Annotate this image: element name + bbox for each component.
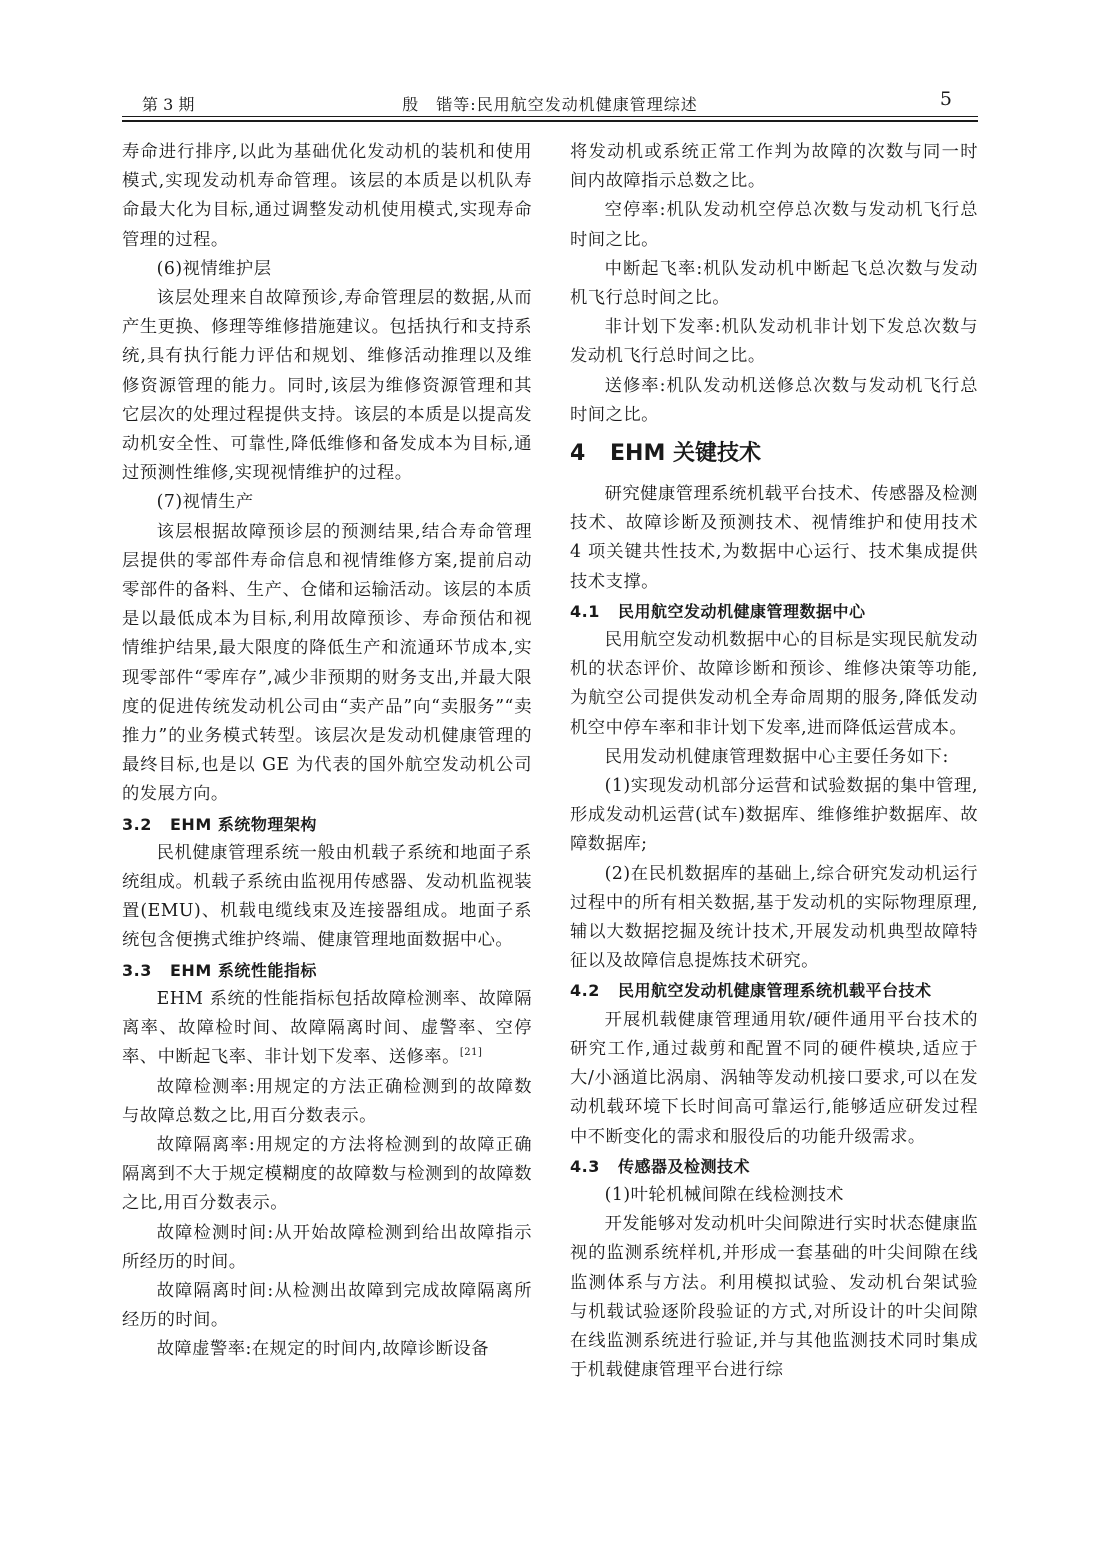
paragraph: 空停率:机队发动机空停总次数与发动机飞行总时间之比。 [570, 200, 978, 250]
section-title: 传感器及检测技术 [618, 1156, 751, 1176]
section-heading-4-3 [570, 1152, 978, 1181]
paragraph: 开展机载健康管理通用软/硬件通用平台技术的研究工作,通过裁剪和配置不同的硬件模块,适应于大/小涵道比涡扇、涡轴等发动机接口要求,可以在发动机载环境下长时间高可靠运行,能够适应研发过程中不断变化的需求和服役后的功能升级需求。 [570, 1009, 978, 1147]
issue-number: 第 3 期 [142, 95, 195, 114]
paragraph: 研究健康管理系统机载平台技术、传感器及检测技术、故障诊断及预测技术、视情维护和使用技术 4 项关键共性技术,为数据中心运行、技术集成提供技术支撑。 [570, 484, 979, 592]
section-heading-4 [570, 436, 978, 472]
paragraph: 非计划下发率:机队发动机非计划下发总次数与发动机飞行总时间之比。 [570, 317, 978, 367]
paragraph: 故障检测率:用规定的方法正确检测到的故障数与故障总数之比,用百分数表示。 [122, 1076, 532, 1126]
section-title: EHM 系统物理架构 [170, 814, 317, 834]
paragraph: 中断起飞率:机队发动机中断起飞总次数与发动机飞行总时间之比。 [570, 258, 978, 309]
section-number: 4 [570, 441, 586, 467]
left-column [122, 138, 532, 1365]
section-title: 民用航空发动机健康管理系统机载平台技术 [618, 981, 932, 1001]
paragraph-with-citation [122, 985, 532, 1073]
paragraph: (1)实现发动机部分运营和试验数据的集中管理,形成发动机运营(试车)数据库、维修维护数据库、故障数据库; [570, 776, 978, 855]
section-number: 4.2 [570, 981, 600, 1001]
section-number: 4.1 [570, 601, 600, 621]
subsection-heading-7: (7)视情生产 [156, 492, 254, 513]
paragraph: 民用发动机健康管理数据中心主要任务如下: [604, 746, 949, 767]
section-heading-4-2 [570, 976, 978, 1005]
paragraph: 故障隔离率:用规定的方法将检测到的故障正确隔离到不大于规定模糊度的故障数与检测到的故障数之比,用百分数表示。 [122, 1134, 532, 1214]
paragraph: 该层根据故障预诊层的预测结果,结合寿命管理层提供的零部件寿命信息和视情维修方案,提前启动零部件的备料、生产、仓储和运输活动。该层的本质是以最低成本为目标,利用故障预诊、寿命预估和视情维护结果,最大限度的降低生产和流通环节成本,实现零部件“零库存”,减少非预期的财务支出,并最大限度的促进传统发动机公司由“卖产品”向“卖服务”“卖推力”的业务模式转型。该层次是发动机健康管理的最终目标,也是以 GE 为代表的国外航空发动机公司的发展方向。 [122, 521, 532, 805]
section-title: 民用航空发动机健康管理数据中心 [618, 601, 866, 621]
section-title: EHM 系统性能指标 [170, 960, 317, 980]
paragraph: 送修率:机队发动机送修总次数与发动机飞行总时间之比。 [570, 375, 978, 425]
subsection-heading-6: (6)视情维护层 [156, 258, 272, 279]
paragraph: 故障检测时间:从开始故障检测到给出故障指示所经历的时间。 [122, 1222, 532, 1272]
paragraph-text: EHM 系统的性能指标包括故障检测率、故障隔离率、故障检时间、故障隔离时间、虚警率、空停率、中断起飞率、非计划下发率、送修率。 [122, 988, 532, 1068]
header-rule-thin [122, 116, 978, 117]
paragraph: (2)在民机数据库的基础上,综合研究发动机运行过程中的所有相关数据,基于发动机的实际物理原理,辅以大数据挖掘及统计技术,开展发动机典型故障特征以及故障信息提炼技术研究。 [570, 863, 978, 972]
section-title: EHM 关键技术 [610, 441, 761, 467]
section-heading-4-1 [570, 597, 978, 626]
paragraph: 寿命进行排序,以此为基础优化发动机的装机和使用模式,实现发动机寿命管理。该层的本质是以机队寿命最大化为目标,通过调整发动机使用模式,实现寿命管理的过程。 [122, 142, 532, 250]
subsection-heading-1: (1)叶轮机械间隙在线检测技术 [604, 1184, 844, 1205]
paragraph: 故障隔离时间:从检测出故障到完成故障隔离所经历的时间。 [122, 1280, 532, 1331]
paragraph: 开发能够对发动机叶尖间隙进行实时状态健康监视的监测系统样机,并形成一套基础的叶尖间隙在线监测体系与方法。利用模拟试验、发动机台架试验与机载试验逐阶段验证的方式,对所设计的叶尖间隙在线监测系统进行验证,并与其他监测技术同时集成于机载健康管理平台进行综 [570, 1214, 979, 1381]
section-heading-3-2 [122, 810, 532, 839]
section-number: 3.3 [122, 960, 152, 980]
citation-ref: [21] [459, 1047, 483, 1059]
paragraph: 民用航空发动机数据中心的目标是实现民航发动机的状态评价、故障诊断和预诊、维修决策等功能,为航空公司提供发动机全寿命周期的服务,降低发动机空中停车率和非计划下发率,进而降低运营成本。 [570, 630, 979, 738]
page-number: 5 [939, 88, 952, 110]
paragraph: 民机健康管理系统一般由机载子系统和地面子系统组成。机载子系统由监视用传感器、发动机监视装置(EMU)、机载电缆线束及连接器组成。地面子系统包含便携式维护终端、健康管理地面数据中心。 [122, 842, 532, 951]
running-title: 殷 锴等:民用航空发动机健康管理综述 [402, 95, 698, 114]
section-heading-3-3 [122, 956, 532, 985]
paragraph: 故障虚警率:在规定的时间内,故障诊断设备 [156, 1339, 489, 1360]
section-number: 4.3 [570, 1156, 600, 1176]
section-number: 3.2 [122, 814, 152, 834]
right-column [570, 138, 978, 1385]
paragraph: 将发动机或系统正常工作判为故障的次数与同一时间内故障指示总数之比。 [570, 142, 978, 192]
header-rule-thick [122, 120, 978, 122]
paragraph: 该层处理来自故障预诊,寿命管理层的数据,从而产生更换、修理等维修措施建议。包括执行和支持系统,具有执行能力评估和规划、维修活动推理以及维修资源管理的能力。同时,该层为维修资源管理和其它层次的处理过程提供支持。该层的本质是以提高发动机安全性、可靠性,降低维修和备发成本为目标,通过预测性维修,实现视情维护的过程。 [122, 288, 532, 484]
